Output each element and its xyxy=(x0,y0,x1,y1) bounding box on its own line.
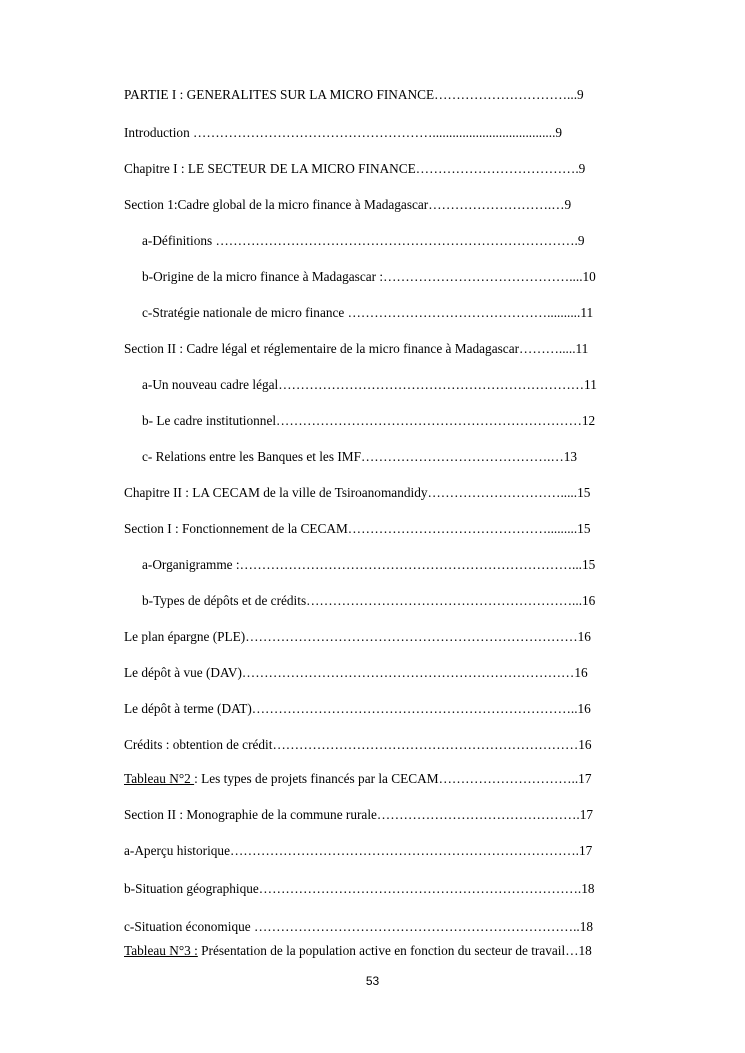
toc-entry: c-Situation économique ………………………………………………………………..18 xyxy=(124,919,594,934)
toc-entry: Chapitre I : LE SECTEUR DE LA MICRO FINANCE……………………………….9 xyxy=(124,161,586,176)
toc-entry: Le dépôt à terme (DAT)………………………………………………………………..16 xyxy=(124,701,591,716)
toc-entry: c-Stratégie nationale de micro finance ………………………………………..........11 xyxy=(142,305,594,320)
toc-entry: b-Situation géographique……………………………………………………………….18 xyxy=(124,881,595,896)
toc-entry: Introduction ……………………………………………….....................................9 xyxy=(124,125,563,140)
toc-entry xyxy=(124,770,591,788)
toc-entry-text: : Les types de projets financés par la CECAM…………………………..17 xyxy=(194,771,592,786)
toc-entry: a-Aperçu historique…………………………………………………………………….17 xyxy=(124,843,593,858)
toc-entry-text: Présentation de la population active en fonction du secteur de travail…18 xyxy=(197,943,592,958)
toc-entry: a-Définitions ……………………………………………………………………….9 xyxy=(142,233,585,248)
toc-entry: a-Un nouveau cadre légal……………………………………………………………11 xyxy=(142,377,597,392)
toc-entry: Section II : Cadre légal et réglementaire de la micro finance à Madagascar……….....11 xyxy=(124,341,589,356)
toc-entry: Section II : Monographie de la commune rurale……………………………………….17 xyxy=(124,807,594,822)
table-reference-label: Tableau N°3 : xyxy=(124,943,198,958)
toc-entry: b- Le cadre institutionnel……………………………………………………………12 xyxy=(142,413,596,428)
table-reference-label: Tableau N°2 xyxy=(124,771,195,786)
toc-entry: b-Types de dépôts et de crédits……………………………………………………...16 xyxy=(142,593,596,608)
toc-entry: Crédits : obtention de crédit……………………………………………………………16 xyxy=(124,737,592,752)
toc-entry: a-Organigramme :…………………………………………………………………...15 xyxy=(142,557,596,572)
toc-entry: Section 1:Cadre global de la micro finance à Madagascar……………………….…9 xyxy=(124,197,572,212)
page-number: 53 xyxy=(365,974,380,988)
toc-entry xyxy=(124,942,592,960)
toc-entry: Le plan épargne (PLE)…………………………………………………………………16 xyxy=(124,629,591,644)
toc-entry: c- Relations entre les Banques et les IMF…………………………………….…13 xyxy=(142,449,578,464)
toc-entry: b-Origine de la micro finance à Madagascar :……………………………………....10 xyxy=(142,269,596,284)
toc-entry: Section I : Fonctionnement de la CECAM……………………………………….........15 xyxy=(124,521,591,536)
toc-entry: PARTIE I : GENERALITES SUR LA MICRO FINANCE…………………………...9 xyxy=(124,87,584,102)
toc-entry: Chapitre II : LA CECAM de la ville de Tsiroanomandidy………………………….....15 xyxy=(124,485,591,500)
toc-entry: Le dépôt à vue (DAV)…………………………………………………………………16 xyxy=(124,665,588,680)
